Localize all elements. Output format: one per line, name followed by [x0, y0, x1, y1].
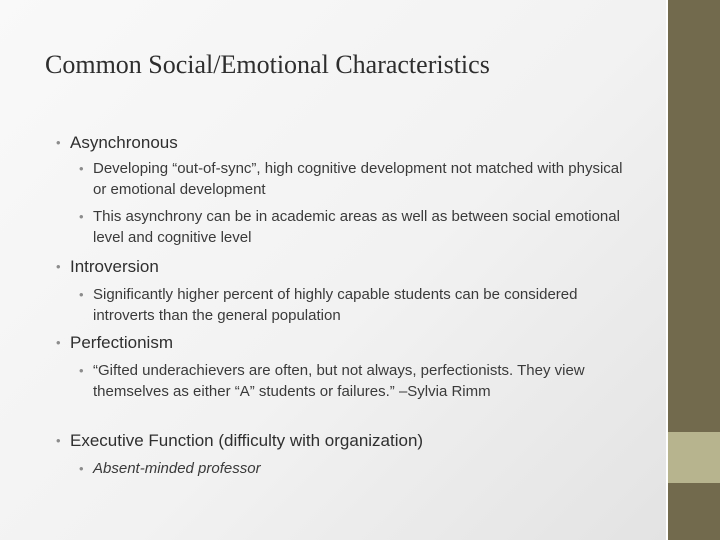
sub-bullet-text: Significantly higher percent of highly capable students can be considered introverts than the general population [93, 286, 578, 324]
bullet-label: Introversion [70, 257, 159, 276]
sub-bullet-item [79, 158, 639, 200]
bullet-icon: • [56, 259, 61, 274]
sub-bullet-item [79, 284, 639, 326]
sub-bullet-text: “Gifted underachievers are often, but not always, perfectionists. They view themselves as either “A” students or failures.” –Sylvia Rimm [93, 362, 585, 400]
slide-title: Common Social/Emotional Characteristics [45, 50, 490, 79]
bullet-label: Asynchronous [70, 133, 178, 152]
bullet-item-executive-function [56, 430, 636, 452]
bullet-icon: • [79, 209, 84, 224]
side-accent-block [668, 432, 720, 483]
sub-bullet-item [79, 206, 639, 248]
bullet-item-introversion [56, 256, 636, 278]
bullet-label: Perfectionism [70, 333, 173, 352]
bullet-icon: • [79, 461, 84, 476]
bullet-label: Executive Function (difficulty with organization) [70, 431, 424, 450]
sub-bullet-text: Developing “out-of-sync”, high cognitive development not matched with physical or emotional development [93, 160, 623, 198]
sub-bullet-item [79, 360, 639, 402]
bullet-icon: • [79, 287, 84, 302]
bullet-icon: • [56, 135, 61, 150]
bullet-item-perfectionism [56, 332, 636, 354]
bullet-icon: • [79, 363, 84, 378]
bullet-icon: • [56, 433, 61, 448]
sub-bullet-text: This asynchrony can be in academic areas as well as between social emotional level and cognitive level [93, 208, 620, 246]
bullet-icon: • [79, 161, 84, 176]
bullet-icon: • [56, 335, 61, 350]
bullet-item-asynchronous [56, 132, 636, 154]
sub-bullet-text: Absent-minded professor [93, 460, 261, 477]
sub-bullet-item [79, 458, 639, 479]
